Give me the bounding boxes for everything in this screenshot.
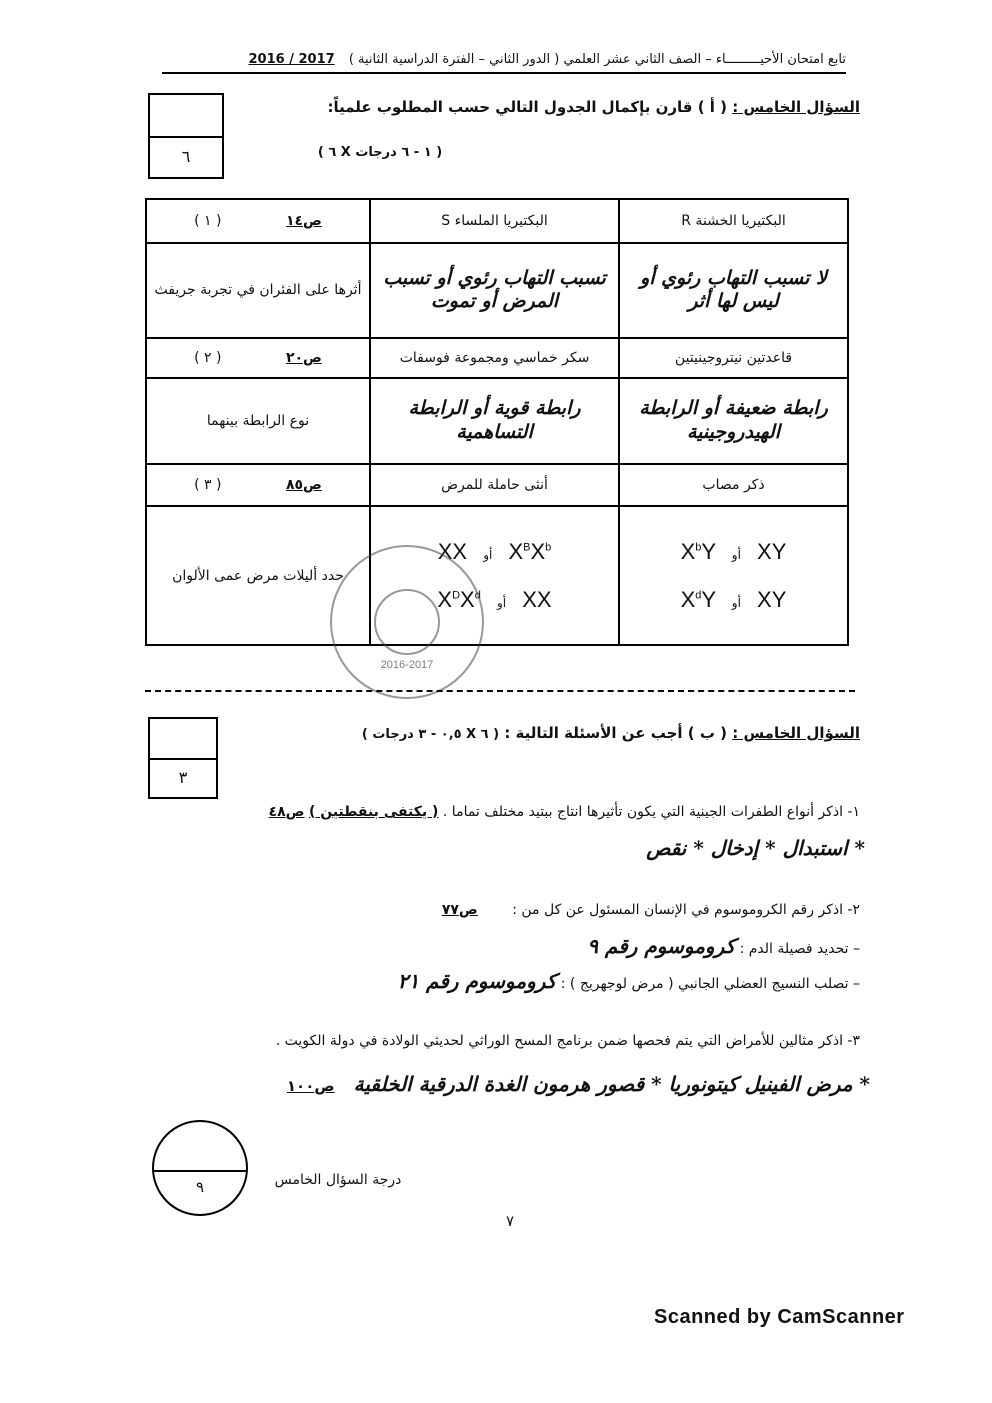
table-row xyxy=(146,464,848,506)
comparison-table xyxy=(145,198,849,646)
exam-header xyxy=(162,52,846,67)
grade-max: ٩ xyxy=(195,1178,205,1196)
table-cell-answer: تسبب التهاب رئوي أو تسبب المرض أو تموت xyxy=(370,243,619,337)
exam-year: 2017 / 2016 xyxy=(248,52,335,67)
stamp-emblem-icon xyxy=(374,589,440,655)
question-1 xyxy=(150,804,860,820)
genotype: XX xyxy=(437,538,468,564)
grade-circle xyxy=(152,1120,248,1216)
table-cell-label: نوع الرابطة بينهما xyxy=(146,378,370,464)
table-cell-label: ص١٤ ( ١ ) xyxy=(146,199,370,243)
table-cell-male-genotypes: $X^bY$ أو XY $X^dY$ أو XY xyxy=(619,506,848,645)
question-2-item-2-answer: كروموسوم رقم ٢١ xyxy=(397,969,557,993)
genotype: $X^BX^b$ xyxy=(508,538,552,564)
part-a-title: السؤال الخامس : xyxy=(732,98,860,116)
section-divider xyxy=(145,690,855,692)
table-cell-header: أنثى حاملة للمرض xyxy=(370,464,619,506)
table-cell-female-genotypes: XX أو $X^BX^b$ $X^DX^d$ أو XX xyxy=(370,506,619,645)
exam-title: تابع امتحان الأحيـــــــــاء – الصف الثاني عشر العلمي ( الدور الثاني – الفترة الدراسية الثانية ) xyxy=(348,52,846,67)
question-1-text: ١- اذكر أنواع الطفرات الجينية التي يكون تأثيرها انتاج ببتيد مختلف تماما . xyxy=(442,804,860,820)
grade-label: درجة السؤال الخامس xyxy=(274,1172,402,1188)
part-b-title: السؤال الخامس : xyxy=(732,724,860,742)
scanner-watermark: Scanned by CamScanner xyxy=(654,1306,905,1328)
genotype: XX xyxy=(522,586,552,612)
part-b-marks: ( ٦ X ٠,٥ - ٣ درجات ) xyxy=(361,727,500,742)
page-ref: ص٤٨ xyxy=(268,804,305,820)
page-number: ٧ xyxy=(505,1212,515,1230)
table-cell-header: ذكر مصاب xyxy=(619,464,848,506)
score-box-max: ٦ xyxy=(181,147,191,166)
table-cell-answer: لا تسبب التهاب رئوي أو ليس لها أثر xyxy=(619,243,848,337)
question-3: ٣- اذكر مثالين للأمراض التي يتم فحصها ضمن برنامج المسح الوراثي لحديثي الولادة في دولة الكويت . xyxy=(275,1033,860,1049)
table-row xyxy=(146,506,848,645)
table-row xyxy=(146,378,848,464)
genotype: XY xyxy=(757,586,787,612)
table-cell-label: أثرها على الفئران في تجربة جريفث xyxy=(146,243,370,337)
table-row xyxy=(146,243,848,337)
genotype: XY xyxy=(757,538,787,564)
question-3-answer: * مرض الفينيل كيتونوريا * قصور هرمون الغدة الدرقية الخلقية xyxy=(353,1072,870,1096)
part-a-heading xyxy=(300,98,860,116)
table-row xyxy=(146,199,848,243)
page-ref: ص١٠٠ xyxy=(286,1077,335,1095)
score-box-part-b xyxy=(148,717,218,799)
table-cell-label: حدد أليلات مرض عمى الألوان xyxy=(146,506,370,645)
question-2-item-1-answer: كروموسوم رقم ٩ xyxy=(587,934,736,958)
table-cell-header: قاعدتين نيتروجينيتين xyxy=(619,338,848,378)
header-rule xyxy=(162,72,846,74)
score-box-part-a xyxy=(148,93,224,179)
table-row xyxy=(146,338,848,378)
score-box-empty xyxy=(150,95,222,138)
question-2-item-1: – تحديد فصيلة الدم : كروموسوم رقم ٩ xyxy=(587,934,860,958)
score-box-max: ٣ xyxy=(178,768,188,787)
table-cell-header: البكتيريا الملساء S xyxy=(370,199,619,243)
part-b-instruction: ( ب ) أجب عن الأسئلة التالية : xyxy=(504,724,728,742)
page-ref: ص٧٧ xyxy=(441,902,478,918)
question-3-answer-line xyxy=(150,1072,870,1096)
genotype: $X^dY$ xyxy=(680,586,716,612)
table-cell-answer: رابطة قوية أو الرابطة التساهمية xyxy=(370,378,619,464)
stamp-year: 2016-2017 xyxy=(380,659,434,671)
question-1-answer: * استبدال * إدخال * نقص xyxy=(646,836,865,860)
table-cell-answer: رابطة ضعيفة أو الرابطة الهيدروجينية xyxy=(619,378,848,464)
question-2-text: ٢- اذكر رقم الكروموسوم في الإنسان المسئول عن كل من : xyxy=(512,902,860,918)
score-box-empty xyxy=(150,719,216,760)
part-a-instruction: ( أ ) قارن بإكمال الجدول التالي حسب المطلوب علمياً: xyxy=(327,98,728,116)
official-stamp xyxy=(330,545,484,699)
genotype: $X^DX^d$ xyxy=(437,586,481,612)
question-2 xyxy=(360,902,860,918)
table-cell-header: البكتيريا الخشنة R xyxy=(619,199,848,243)
part-a-marks: ( ٦ X ١ - ٦ درجات ) xyxy=(317,145,443,160)
table-cell-label: ص٢٠ ( ٢ ) xyxy=(146,338,370,378)
part-b-heading xyxy=(300,724,860,742)
question-2-item-2: – تصلب النسيج العضلي الجانبي ( مرض لوجهريج ) : كروموسوم رقم ٢١ xyxy=(397,969,860,993)
table-cell-header: سكر خماسي ومجموعة فوسفات xyxy=(370,338,619,378)
question-1-note: ( يكتفى بنقطتين ) xyxy=(308,804,439,820)
table-cell-label: ص٨٥ ( ٣ ) xyxy=(146,464,370,506)
genotype: $X^bY$ xyxy=(680,538,716,564)
